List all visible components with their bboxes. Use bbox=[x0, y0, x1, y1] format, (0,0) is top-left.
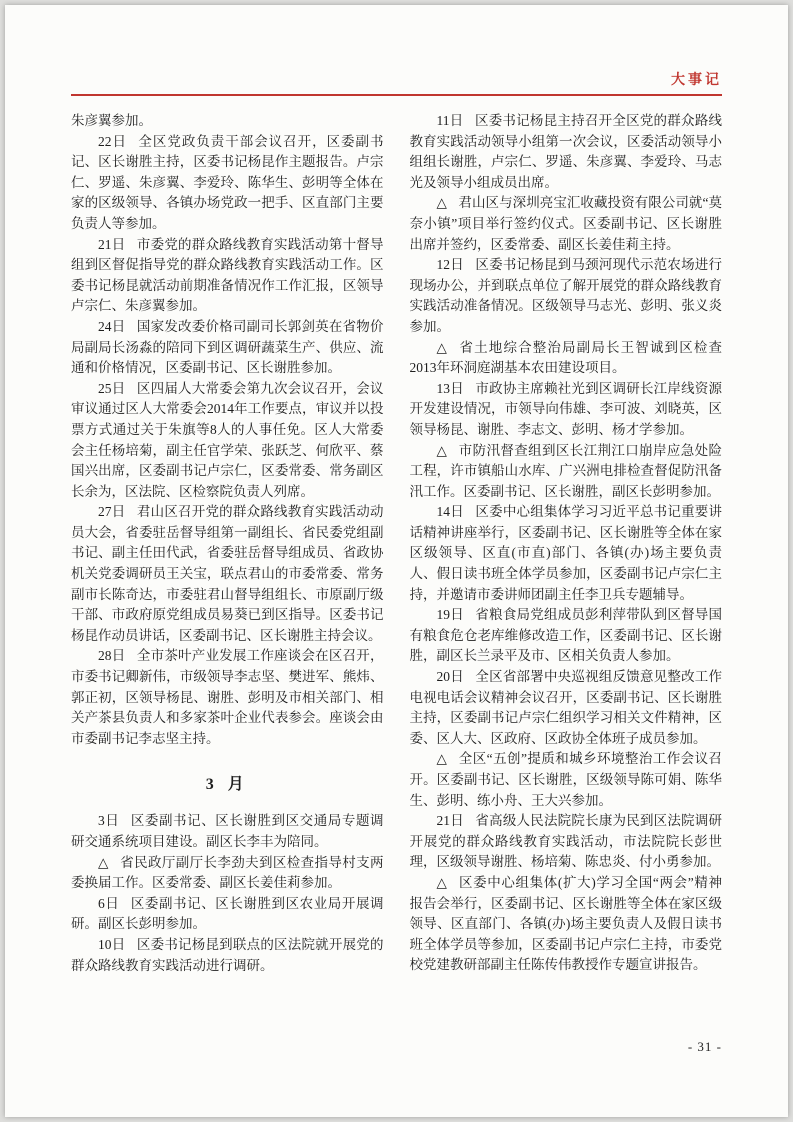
entry-paragraph: 20日 全区省部署中央巡视组反馈意见整改工作电视电话会议精神会议召开，区委副书记、区长谢胜主持，区委副书记卢宗仁组织学习相关文件精神，区委、区人大、区政府、区政协全体班子成员参加。 bbox=[409, 669, 723, 746]
page-footer bbox=[688, 1039, 722, 1055]
entry-paragraph: 10日 区委书记杨昆到联点的区法院就开展党的群众路线教育实践活动进行调研。 bbox=[71, 936, 384, 973]
entry-paragraph: 6日 区委副书记、区长谢胜到区农业局开展调研。副区长彭明参加。 bbox=[71, 895, 384, 932]
entry-paragraph: 14日 区委中心组集体学习习近平总书记重要讲话精神讲座举行，区委副书记、区长谢胜等全体在家区级领导、区直(市直)部门、各镇(办)场主要负责人、假日读书班全体学员参加，区委副书记卢宗仁主持，并邀请市委讲师团副主任李卫兵专题辅导。 bbox=[409, 504, 723, 602]
entry-paragraph: 12日 区委书记杨昆到马颈河现代示范农场进行现场办公，并到联点单位了解开展党的群众路线教育实践活动准备情况。区级领导马志光、彭明、张义炎参加。 bbox=[409, 257, 723, 334]
entry-paragraph: △ 全区“五创”提质和城乡环境整治工作会议召开。区委副书记、区长谢胜，区级领导陈可娟、陈华生、彭明、练小舟、王大兴参加。 bbox=[409, 751, 723, 808]
entry-date-marker: △ bbox=[436, 339, 449, 355]
entry-date-marker: 6日 bbox=[98, 895, 120, 911]
entry-paragraph: △ 君山区与深圳亮宝汇收藏投资有限公司就“莫奈小镇”项目举行签约仪式。区委副书记、区长谢胜出席并签约，区委常委、副区长姜佳莉主持。 bbox=[409, 195, 722, 252]
entry-date-marker: △ bbox=[436, 442, 448, 458]
entry-paragraph: 25日 区四届人大常委会第九次会议召开，会议审议通过区人大常委会2014年工作要点，审议并以投票方式通过关于朱旗等8人的人事任免。区人大常委会主任杨培菊，副主任官学荣、张跃芝、何欣平、蔡国兴出席，区委副书记卢宗仁，区委常委、常务副区长余为，区法院、区检察院负责人列席。 bbox=[71, 380, 384, 499]
entry-date-marker: 27日 bbox=[98, 504, 126, 520]
header-title: 大事记 bbox=[671, 73, 722, 88]
entry-paragraph: △ 市防汛督查组到区长江荆江口崩岸应急处险工程，许市镇船山水库、广兴洲电排检查督促防汛备汛工作。区委副书记、区长谢胜，副区长彭明参加。 bbox=[409, 442, 722, 499]
entry-paragraph: 24日 国家发改委价格司副司长郭剑英在省物价局副局长汤淼的陪同下到区调研蔬菜生产、供应、流通和价格情况，区委副书记、区长谢胜参加。 bbox=[71, 318, 384, 376]
entry-date-marker: 24日 bbox=[98, 318, 126, 334]
entry-paragraph: 22日 全区党政负责干部会议召开，区委副书记、区长谢胜主持，区委书记杨昆作主题报告。卢宗仁、罗遥、朱彦翼、李爱玲、陈华生、彭明等全体在家的区级领导、各镇办场党政一把手、区直部门主要负责人等参加。 bbox=[71, 133, 384, 231]
entry-paragraph: △ 省土地综合整治局副局长王智诚到区检查2013年环洞庭湖基本农田建设项目。 bbox=[409, 339, 722, 376]
entry-paragraph: △ 省民政厅副厅长李劲夫到区检查指导村支两委换届工作。区委常委、副区长姜佳莉参加。 bbox=[71, 854, 384, 891]
entry-paragraph: 13日 市政协主席赖社光到区调研长江岸线资源开发建设情况，市领导向伟雄、李可波、刘晓英，区领导杨昆、谢胜、李志文、彭明、杨才学参加。 bbox=[409, 380, 723, 437]
header-rule bbox=[71, 94, 722, 96]
month-heading: 3 月 bbox=[205, 776, 249, 794]
continuation-paragraph: 朱彦翼参加。 bbox=[71, 113, 152, 128]
entry-date-marker: 10日 bbox=[98, 936, 126, 952]
entry-date-marker: 22日 bbox=[98, 133, 127, 149]
entry-date-marker: 12日 bbox=[436, 257, 464, 273]
entry-paragraph: 19日 省粮食局党组成员彭利萍带队到区督导国有粮食危仓老库维修改造工作，区委副书记、区长谢胜，副区长兰录平及市、区相关负责人参加。 bbox=[409, 607, 723, 664]
entry-paragraph: 11日 区委书记杨昆主持召开全区党的群众路线教育实践活动领导小组第一次会议，区委活动领导小组组长谢胜，卢宗仁、罗遥、朱彦翼、李爱玲、马志光及领导小组成员出席。 bbox=[409, 113, 723, 190]
entry-date-marker: △ bbox=[98, 854, 109, 870]
entry-paragraph: 21日 市委党的群众路线教育实践活动第十督导组到区督促指导党的群众路线教育实践活动工作。区委书记杨昆就活动前期准备情况作工作汇报，区领导卢宗仁、朱彦翼参加。 bbox=[71, 236, 384, 314]
right-column bbox=[410, 111, 723, 976]
entry-date-marker: 20日 bbox=[436, 669, 464, 685]
entry-paragraph: 28日 全市茶叶产业发展工作座谈会在区召开，市委书记卿新伟，市级领导李志坚、樊进军、熊炜、郭正初，区领导杨昆、谢胜、彭明及市相关部门、相关产茶县负责人和多家茶叶企业代表参会。座谈会由市委副书记李志坚主持。 bbox=[71, 648, 384, 746]
entry-date-marker: 25日 bbox=[98, 380, 126, 396]
entry-date-marker: 21日 bbox=[98, 236, 126, 252]
entry-paragraph: △ 区委中心组集体(扩大)学习全国“两会”精神报告会举行，区委副书记、区长谢胜等全体在家区级领导、区直部门、各镇(办)场主要负责人及假日读书班全体学员等参加，区委副书记卢宗仁主持，市委党校党建教研部副主任陈传伟教授作专题宣讲报告。 bbox=[409, 874, 722, 973]
entry-date-marker: 28日 bbox=[98, 648, 126, 664]
entry-date-marker: 19日 bbox=[436, 607, 464, 623]
entry-paragraph: 27日 君山区召开党的群众路线教育实践活动动员大会，省委驻岳督导组第一副组长、省民委党组副书记、副主任田代武，省委驻岳督导组成员、省政协机关党委调研员王关宝，联点君山的市委常委、常务副市长陈奇达，市委驻君山督导组组长、市原副厅级干部、市政府原党组成员易葵已到区指导。区委书记杨昆作动员讲话，区委副书记、区长谢胜主持会议。 bbox=[71, 504, 384, 643]
page-content bbox=[71, 111, 722, 976]
page-header bbox=[71, 65, 722, 89]
entry-date-marker: 21日 bbox=[436, 813, 464, 829]
entry-date-marker: △ bbox=[436, 874, 448, 890]
entry-paragraph: 3日 区委副书记、区长谢胜到区交通局专题调研交通系统项目建设。副区长李丰为陪同。 bbox=[71, 813, 384, 849]
entry-date-marker: 14日 bbox=[436, 504, 464, 520]
entry-date-marker: △ bbox=[436, 195, 447, 211]
entry-paragraph: 21日 省高级人民法院院长康为民到区法院调研开展党的群众路线教育实践活动，市法院院长彭世理，区级领导谢胜、杨培菊、陈忠炎、付小勇参加。 bbox=[409, 813, 723, 870]
entry-date-marker: 3日 bbox=[98, 813, 120, 829]
document-page bbox=[5, 5, 788, 1117]
entry-date-marker: 11日 bbox=[436, 113, 464, 128]
entry-date-marker: 13日 bbox=[436, 380, 464, 396]
entry-date-marker: △ bbox=[436, 751, 448, 767]
page-number: - 31 - bbox=[687, 1039, 722, 1054]
left-column bbox=[71, 111, 384, 976]
